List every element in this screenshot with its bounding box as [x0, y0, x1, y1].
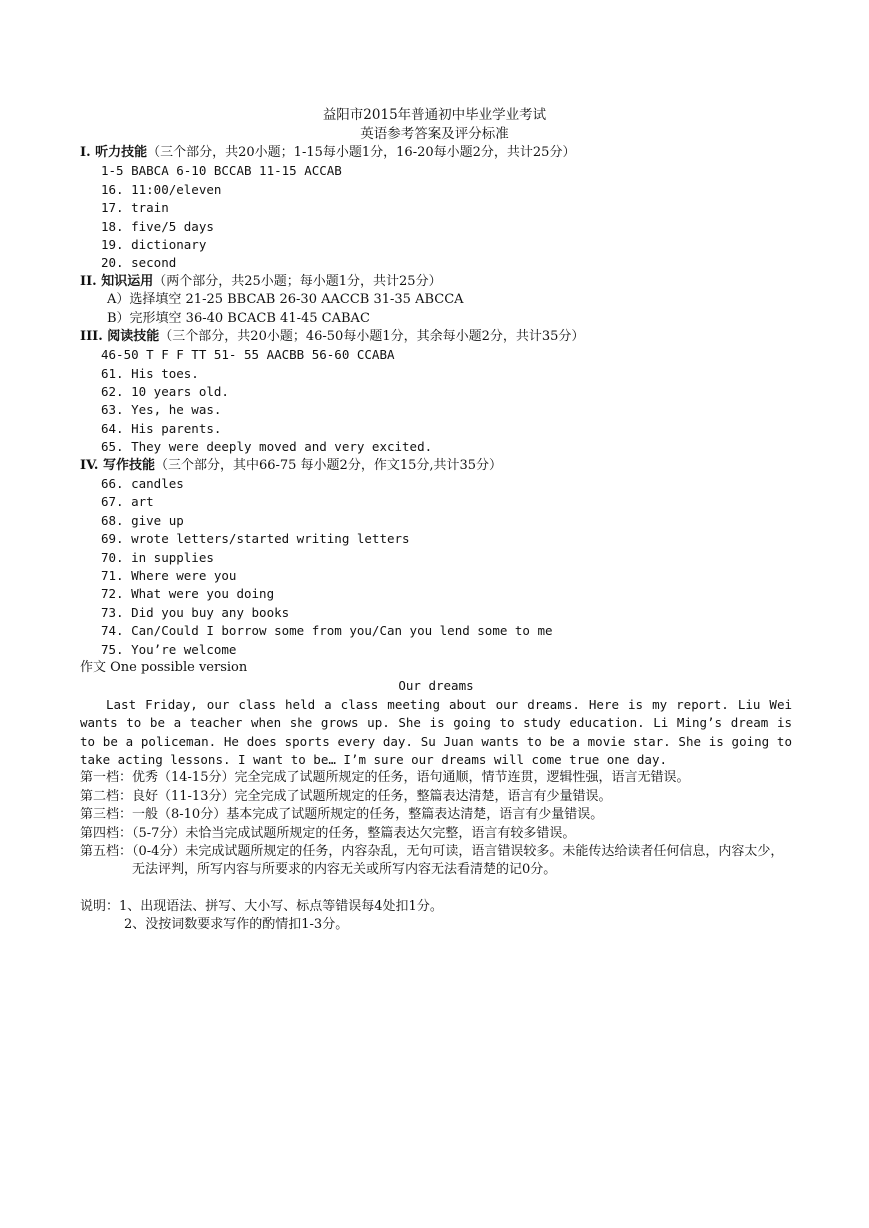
grade-band-5: 第五档：（0-4分）未完成试题所规定的任务，内容杂乱，无句可读，语言错误较多。未能传达给读者任何信息，内容太少，无法评判，所写内容与所要求的内容无关或所写内容无法看清楚的记0分。 [80, 843, 784, 878]
answer-line: 73. Did you buy any books [101, 604, 290, 620]
essay-body: Last Friday, our class held a class meeting about our dreams. Here is my report. Liu Wei wants to be a teacher when she grows up. She is going to study education. Li Ming’s dream is to be a policeman. He does sports every day. Su Juan wants to be a movie star. She is going to take acting lessons. I want to be… I’m sure our dreams will come true one day. [80, 696, 792, 767]
section-title: I. 听力技能 [80, 145, 148, 160]
answer-line: 1-5 BABCA 6-10 BCCAB 11-15 ACCAB [101, 163, 342, 179]
grade-band-2: 第二档：良好（11-13分）完全完成了试题所规定的任务，整篇表达清楚，语言有少量错误。 [80, 788, 612, 804]
note-line-2: 2、没按词数要求写作的酌情扣1-3分。 [124, 917, 349, 933]
section-heading-knowledge [80, 273, 792, 291]
section-note: （三个部分，共20小题；1-15每小题1分，16-20每小题2分，共计25分） [147, 145, 576, 160]
essay-title: Our dreams [398, 678, 474, 694]
answer-line: 62. 10 years old. [101, 384, 229, 400]
answer-line: 18. five/5 days [101, 218, 214, 234]
answer-line: 46-50 T F F TT 51- 55 AACBB 56-60 CCABA [101, 347, 395, 363]
answer-line: 16. 11:00/eleven [101, 181, 222, 197]
essay-label: 作文 One possible version [80, 659, 248, 675]
grade-band-3: 第三档：一般（8-10分）基本完成了试题所规定的任务，整篇表达清楚，语言有少量错误。 [80, 807, 604, 823]
answer-line: 64. His parents. [101, 420, 222, 436]
grade-band-1: 第一档：优秀（14-15分）完全完成了试题所规定的任务，语句通顺，情节连贯，逻辑性强，语言无错误。 [80, 770, 690, 786]
spacer [80, 880, 792, 898]
answer-line: 74. Can/Could I borrow some from you/Can you lend some to me [101, 623, 553, 639]
answer-line: 72. What were you doing [101, 586, 275, 602]
answer-line: 63. Yes, he was. [101, 402, 222, 418]
section-note: （三个部分，共20小题；46-50每小题1分，其余每小题2分，共计35分） [159, 328, 585, 344]
note-line-1: 说明：1、出现语法、拼写、大小写、标点等错误每4处扣1分。 [80, 898, 443, 914]
answer-line: 19. dictionary [101, 236, 207, 252]
section-title: III. 阅读技能 [80, 328, 160, 344]
section-heading-listening [80, 144, 792, 162]
section-heading-reading [80, 328, 792, 346]
answer-line: 70. in supplies [101, 549, 214, 565]
answer-line: B）完形填空 36-40 BCACB 41-45 CABAC [107, 310, 370, 326]
document-subtitle: 英语参考答案及评分标准 [360, 126, 509, 142]
section-heading-writing [80, 457, 792, 475]
answer-line: 61. His toes. [101, 365, 199, 381]
answer-line: 75. You’re welcome [101, 641, 237, 657]
section-note: （三个部分，其中66-75 每小题2分，作文15分,共计35分） [154, 457, 503, 473]
document-title: 益阳市2015年普通初中毕业学业考试 [322, 107, 547, 123]
document-body [80, 144, 792, 935]
answer-line: 68. give up [101, 512, 184, 528]
section-note: （两个部分，共25小题；每小题1分，共计25分） [153, 273, 442, 289]
answer-line: 66. candles [101, 476, 184, 492]
answer-line: 20. second [101, 255, 177, 271]
answer-line: 69. wrote letters/started writing letters [101, 531, 410, 547]
grade-band-4: 第四档：（5-7分）未恰当完成试题所规定的任务，整篇表达欠完整，语言有较多错误。 [80, 825, 576, 841]
section-title: IV. 写作技能 [80, 457, 155, 473]
answer-line: 67. art [101, 494, 154, 510]
answer-line: 71. Where were you [101, 567, 237, 583]
answer-line: 17. train [101, 200, 169, 216]
answer-line: 65. They were deeply moved and very excited. [101, 439, 433, 455]
section-title: II. 知识运用 [80, 273, 154, 289]
answer-line: A）选择填空 21-25 BBCAB 26-30 AACCB 31-35 ABCCA [107, 292, 464, 308]
